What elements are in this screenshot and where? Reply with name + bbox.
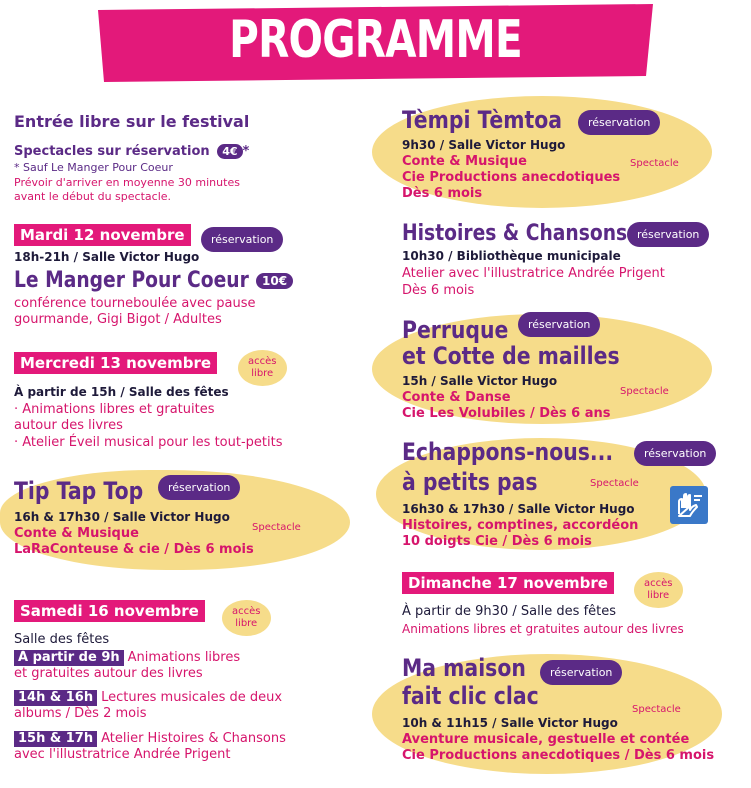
event-title-manger bbox=[14, 268, 249, 294]
maison-time: 10h & 11h15 / Salle Victor Hugo bbox=[402, 716, 618, 730]
mercredi-time: À partir de 15h / Salle des fêtes bbox=[14, 385, 229, 399]
intro-prevoir-2: avant le début du spectacle. bbox=[14, 190, 172, 203]
acces-libre-badge-mercredi bbox=[238, 350, 287, 386]
acces-1-samedi: accès bbox=[232, 606, 261, 617]
acces-1-dimanche: accès bbox=[644, 578, 673, 589]
manger-price-badge bbox=[256, 273, 293, 289]
maison-line-2: Cie Productions anecdotiques / Dès 6 mois bbox=[402, 748, 715, 763]
tempi-time: 9h30 / Salle Victor Hugo bbox=[402, 138, 566, 152]
intro-asterisk: * bbox=[242, 144, 250, 159]
mardi-line-2: gourmande, Gigi Bigot / Adultes bbox=[14, 312, 222, 327]
tiptap-line-2: LaRaConteuse & cie / Dès 6 mois bbox=[14, 542, 254, 557]
event-title-tiptap: Tip Tap Top bbox=[14, 477, 144, 505]
reservation-badge-mardi: réservation bbox=[201, 227, 283, 252]
intro-spectacles bbox=[14, 144, 249, 160]
manger-price: 10€ bbox=[262, 274, 288, 288]
day-header-mercredi: Mercredi 13 novembre bbox=[14, 352, 217, 374]
spectacle-label-tempi: Spectacle bbox=[630, 158, 679, 169]
acces-1: accès bbox=[248, 356, 277, 367]
event-title-perruque-2: et Cotte de mailles bbox=[402, 342, 620, 370]
histoires-line-2: Dès 6 mois bbox=[402, 283, 475, 298]
tempi-line-3: Dès 6 mois bbox=[402, 186, 483, 201]
event-title-echappons-1: Echappons-nous... bbox=[402, 438, 614, 466]
samedi-line-1a: Animations libres bbox=[127, 650, 241, 665]
event-title-histoires: Histoires & Chansons bbox=[402, 221, 628, 246]
event-title-perruque-1: Perruque bbox=[402, 316, 509, 344]
histoires-time: 10h30 / Bibliothèque municipale bbox=[402, 249, 621, 263]
mardi-line-1: conférence tourneboulée avec pause bbox=[14, 296, 256, 311]
dimanche-time: À partir de 9h30 / Salle des fêtes bbox=[402, 604, 617, 619]
tempi-line-1: Conte & Musique bbox=[402, 154, 527, 169]
event-title-maison-1: Ma maison bbox=[402, 654, 526, 682]
reservation-badge-perruque: réservation bbox=[518, 312, 600, 337]
samedi-item-1 bbox=[14, 650, 240, 666]
event-title-tempi: Tèmpi Tèmtoa bbox=[402, 106, 563, 134]
intro-sauf: * Sauf Le Manger Pour Coeur bbox=[14, 161, 173, 174]
event-title-echappons-2: à petits pas bbox=[402, 468, 538, 496]
day-header-dimanche: Dimanche 17 novembre bbox=[402, 572, 614, 594]
accessibility-hands-glyph bbox=[670, 486, 708, 524]
samedi-item-3 bbox=[14, 731, 286, 747]
mercredi-line-3: · Atelier Éveil musical pour les tout-petits bbox=[14, 435, 283, 450]
samedi-item-2 bbox=[14, 690, 282, 706]
dimanche-line-1: Animations libres et gratuites autour des livres bbox=[402, 622, 684, 636]
day-header-samedi: Samedi 16 novembre bbox=[14, 600, 205, 622]
spectacle-label-echappons: Spectacle bbox=[590, 478, 639, 489]
perruque-line-1: Conte & Danse bbox=[402, 390, 511, 405]
mercredi-line-1: · Animations libres et gratuites bbox=[14, 402, 215, 417]
spectacle-label-tiptap: Spectacle bbox=[252, 522, 301, 533]
acces-2-dimanche: libre bbox=[647, 590, 670, 601]
intro-entree: Entrée libre sur le festival bbox=[14, 112, 250, 131]
acces-2-samedi: libre bbox=[235, 618, 258, 629]
acces-2: libre bbox=[251, 368, 274, 379]
acces-libre-badge-dimanche bbox=[634, 572, 683, 608]
intro-spectacles-label: Spectacles sur réservation bbox=[14, 144, 210, 159]
mercredi-line-2: autour des livres bbox=[14, 418, 123, 433]
samedi-line-2b: albums / Dès 2 mois bbox=[14, 706, 147, 721]
tiptap-line-1: Conte & Musique bbox=[14, 526, 139, 541]
samedi-place: Salle des fêtes bbox=[14, 632, 110, 647]
echappons-line-2: 10 doigts Cie / Dès 6 mois bbox=[402, 534, 592, 549]
tempi-line-2: Cie Productions anecdotiques bbox=[402, 170, 621, 185]
acces-libre-badge-samedi bbox=[222, 600, 271, 636]
histoires-line-1: Atelier avec l'illustratrice Andrée Prigent bbox=[402, 266, 665, 281]
echappons-line-1: Histoires, comptines, accordéon bbox=[402, 518, 639, 533]
echappons-time: 16h30 & 17h30 / Salle Victor Hugo bbox=[402, 502, 635, 516]
reservation-badge-tempi: réservation bbox=[578, 110, 660, 135]
maison-line-1: Aventure musicale, gestuelle et contée bbox=[402, 732, 690, 747]
intro-price-badge: 4€ bbox=[217, 144, 242, 159]
reservation-badge-echappons: réservation bbox=[634, 441, 716, 466]
reservation-badge-histoires: réservation bbox=[627, 222, 709, 247]
accessibility-sign-language-icon bbox=[670, 486, 708, 524]
perruque-time: 15h / Salle Victor Hugo bbox=[402, 374, 558, 388]
intro-prevoir-1: Prévoir d'arriver en moyenne 30 minutes bbox=[14, 176, 240, 189]
mardi-time: 18h-21h / Salle Victor Hugo bbox=[14, 250, 200, 264]
spectacle-label-maison: Spectacle bbox=[632, 704, 681, 715]
reservation-badge-maison: réservation bbox=[540, 660, 622, 685]
samedi-line-3b: avec l'illustratrice Andrée Prigent bbox=[14, 747, 231, 762]
perruque-line-2: Cie Les Volubiles / Dès 6 ans bbox=[402, 406, 611, 421]
event-title-maison-2: fait clic clac bbox=[402, 682, 539, 710]
samedi-line-3a: Atelier Histoires & Chansons bbox=[101, 731, 286, 746]
day-header-mardi: Mardi 12 novembre bbox=[14, 224, 191, 246]
page-title: PROGRAMME bbox=[229, 10, 522, 70]
spectacle-label-perruque: Spectacle bbox=[620, 386, 669, 397]
samedi-line-1b: et gratuites autour des livres bbox=[14, 666, 203, 681]
samedi-tag-2: 14h & 16h bbox=[14, 690, 97, 706]
reservation-badge-tiptap: réservation bbox=[158, 475, 240, 500]
tiptap-time: 16h & 17h30 / Salle Victor Hugo bbox=[14, 510, 230, 524]
samedi-line-2a: Lectures musicales de deux bbox=[101, 690, 283, 705]
manger-title-text: Le Manger Pour Coeur bbox=[14, 268, 249, 293]
samedi-tag-3: 15h & 17h bbox=[14, 731, 97, 747]
header-banner bbox=[98, 4, 653, 82]
samedi-tag-1: À partir de 9h bbox=[14, 650, 124, 666]
